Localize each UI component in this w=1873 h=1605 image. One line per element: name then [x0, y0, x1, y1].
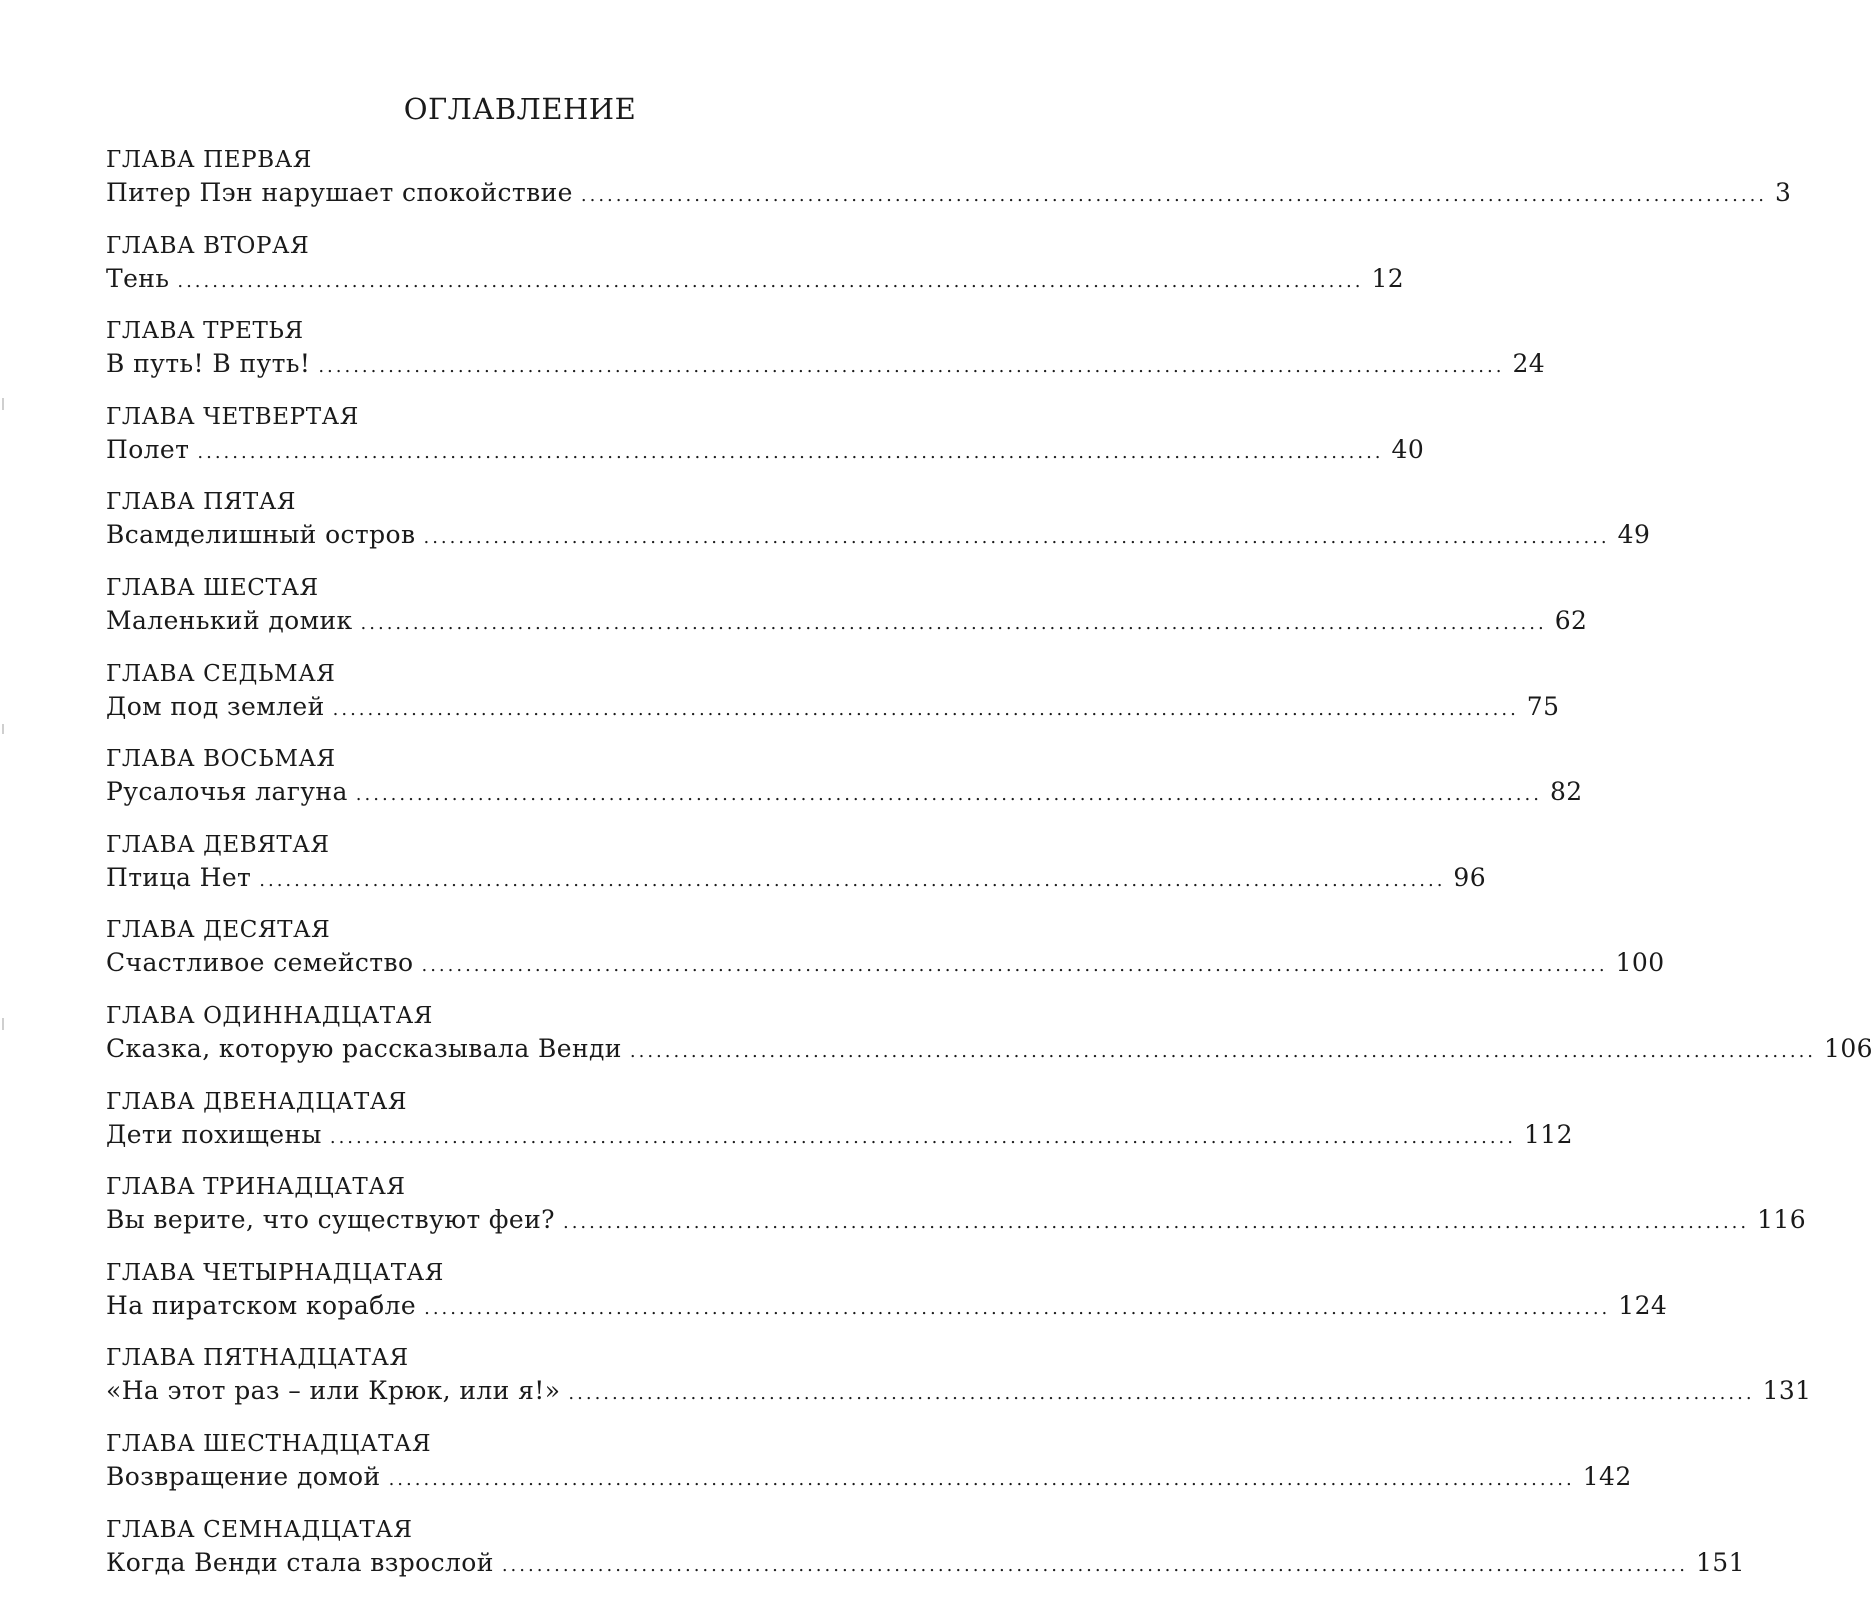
toc-entry[interactable]	[106, 1088, 1573, 1174]
dot-leader: ........................................................................................................................................	[388, 1468, 1575, 1490]
chapter-title-line	[106, 1118, 1573, 1152]
toc-entry[interactable]	[106, 1259, 1668, 1345]
page-number: 49	[1617, 520, 1651, 550]
dot-leader: ........................................................................................................................................	[421, 955, 1608, 977]
dot-leader: ........................................................................................................................................	[580, 185, 1768, 206]
dot-leader: ........................................................................................................................................	[355, 784, 1542, 806]
chapter-title-line	[106, 604, 1588, 638]
chapter-title: Вы верите, что существуют феи?	[106, 1205, 555, 1235]
chapter-title-line	[106, 1289, 1668, 1323]
dot-leader: ........................................................................................................................................	[568, 1383, 1755, 1405]
chapter-title: Сказка, которую рассказывала Венди	[106, 1033, 622, 1063]
chapter-title-line	[106, 690, 1560, 724]
toc-entry[interactable]	[106, 574, 1588, 660]
chapter-title: Питер Пэн нарушает спокойствие	[106, 178, 573, 207]
dot-leader: ........................................................................................................................................	[423, 527, 1610, 549]
toc-entry[interactable]	[106, 745, 1583, 831]
chapter-title-line	[106, 347, 1546, 381]
chapter-title: Возвращение домой	[106, 1461, 381, 1491]
chapter-title-line	[106, 1374, 1812, 1408]
dot-leader: ........................................................................................................................................	[501, 1554, 1688, 1576]
toc-entry[interactable]	[106, 403, 1425, 489]
page-number: 142	[1582, 1461, 1632, 1491]
page-number: 12	[1371, 263, 1405, 293]
chapter-title-line	[106, 433, 1425, 467]
dot-leader: ........................................................................................................................................	[197, 441, 1384, 463]
page-number: 116	[1757, 1205, 1807, 1235]
chapter-label: ГЛАВА ДЕСЯТАЯ	[106, 917, 331, 944]
page-number: 106	[1824, 1033, 1873, 1063]
chapter-title-line	[106, 518, 1651, 552]
page-number: 24	[1512, 349, 1546, 379]
chapter-label: ГЛАВА ВОСЬМАЯ	[106, 746, 336, 773]
chapter-title: На пиратском корабле	[106, 1290, 417, 1320]
dot-leader: ........................................................................................................................................	[629, 1040, 1817, 1062]
page-number: 62	[1554, 605, 1588, 635]
chapter-label: ГЛАВА ОДИННАДЦАТАЯ	[106, 1002, 433, 1029]
chapter-title: Дом под землей	[106, 691, 325, 721]
page-number: 112	[1524, 1119, 1573, 1149]
chapter-title-line	[106, 946, 1665, 980]
chapter-title-line	[106, 262, 1405, 296]
dot-leader: ........................................................................................................................................	[332, 698, 1519, 720]
chapter-label: ГЛАВА ЧЕТЫРНАДЦАТАЯ	[106, 1259, 444, 1286]
chapter-title: Русалочья лагуна	[106, 777, 348, 807]
chapter-label: ГЛАВА СЕМНАДЦАТАЯ	[106, 1516, 413, 1543]
toc-heading: ОГЛАВЛЕНИЕ	[403, 92, 637, 126]
chapter-title-line	[106, 1032, 1873, 1066]
dot-leader: ........................................................................................................................................	[259, 869, 1446, 891]
chapter-title-line	[106, 861, 1487, 895]
scan-margin-mark	[2, 1018, 4, 1030]
chapter-title-line	[106, 1546, 1745, 1580]
dot-leader: ........................................................................................................................................	[562, 1212, 1750, 1234]
chapter-label: ГЛАВА ШЕСТНАДЦАТАЯ	[106, 1430, 432, 1457]
chapter-label: ГЛАВА ТРЕТЬЯ	[106, 318, 304, 345]
chapter-title-line	[106, 775, 1583, 809]
chapter-label: ГЛАВА ВТОРАЯ	[106, 232, 310, 259]
page-number: 82	[1549, 777, 1583, 807]
chapter-title: Когда Венди стала взрослой	[106, 1547, 494, 1577]
chapter-title: Полет	[106, 434, 190, 464]
toc-entry[interactable]	[106, 488, 1651, 574]
toc-entry[interactable]	[106, 1516, 1745, 1602]
chapter-label: ГЛАВА ЧЕТВЕРТАЯ	[106, 403, 359, 430]
chapter-label: ГЛАВА ПЯТАЯ	[106, 489, 297, 516]
chapter-title: Маленький домик	[106, 605, 353, 635]
scan-margin-mark	[2, 724, 4, 734]
toc-entry[interactable]	[106, 831, 1487, 917]
chapter-title: «На этот раз – или Крюк, или я!»	[106, 1376, 561, 1406]
page-number: 131	[1762, 1376, 1812, 1406]
chapter-title: Дети похищены	[106, 1119, 322, 1149]
toc-entry[interactable]	[106, 916, 1665, 1002]
dot-leader: ........................................................................................................................................	[318, 356, 1505, 378]
chapter-label: ГЛАВА ДЕВЯТАЯ	[106, 831, 330, 858]
dot-leader: ........................................................................................................................................	[177, 270, 1364, 292]
dot-leader: ........................................................................................................................................	[329, 1126, 1516, 1148]
toc-entry[interactable]	[106, 1344, 1812, 1430]
scan-margin-mark	[2, 398, 4, 410]
chapter-label: ГЛАВА ПЯТНАДЦАТАЯ	[106, 1345, 409, 1372]
chapter-label: ГЛАВА ПЕРВАЯ	[106, 147, 312, 173]
page-number: 124	[1618, 1290, 1668, 1320]
page-number: 151	[1695, 1547, 1745, 1577]
chapter-title: Птица Нет	[106, 862, 252, 892]
dot-leader: ........................................................................................................................................	[360, 612, 1547, 634]
toc-entry[interactable]	[106, 660, 1560, 746]
chapter-label: ГЛАВА СЕДЬМАЯ	[106, 660, 336, 687]
chapter-title: Счастливое семейство	[106, 948, 414, 978]
page-number: 3	[1775, 178, 1792, 207]
chapter-title: В путь! В путь!	[106, 349, 311, 379]
toc-entry[interactable]	[106, 232, 1405, 318]
chapter-label: ГЛАВА ШЕСТАЯ	[106, 574, 319, 601]
chapter-title-line	[106, 176, 1792, 210]
toc-entry[interactable]	[106, 1430, 1632, 1516]
toc-entry[interactable]	[106, 1002, 1873, 1088]
dot-leader: ........................................................................................................................................	[424, 1297, 1611, 1319]
toc-entry[interactable]	[106, 1173, 1807, 1259]
toc-entry[interactable]	[106, 146, 1792, 232]
chapter-title-line	[106, 1203, 1807, 1237]
page-number: 96	[1453, 862, 1487, 892]
chapter-label: ГЛАВА ТРИНАДЦАТАЯ	[106, 1174, 406, 1201]
toc-list	[106, 146, 1873, 1601]
page-number: 40	[1391, 434, 1425, 464]
toc-entry[interactable]	[106, 317, 1546, 403]
page-number: 100	[1615, 948, 1665, 978]
page-number: 75	[1526, 691, 1560, 721]
chapter-title: Всамделишный остров	[106, 520, 416, 550]
chapter-title-line	[106, 1460, 1632, 1494]
chapter-label: ГЛАВА ДВЕНАДЦАТАЯ	[106, 1088, 408, 1115]
chapter-title: Тень	[106, 263, 170, 293]
